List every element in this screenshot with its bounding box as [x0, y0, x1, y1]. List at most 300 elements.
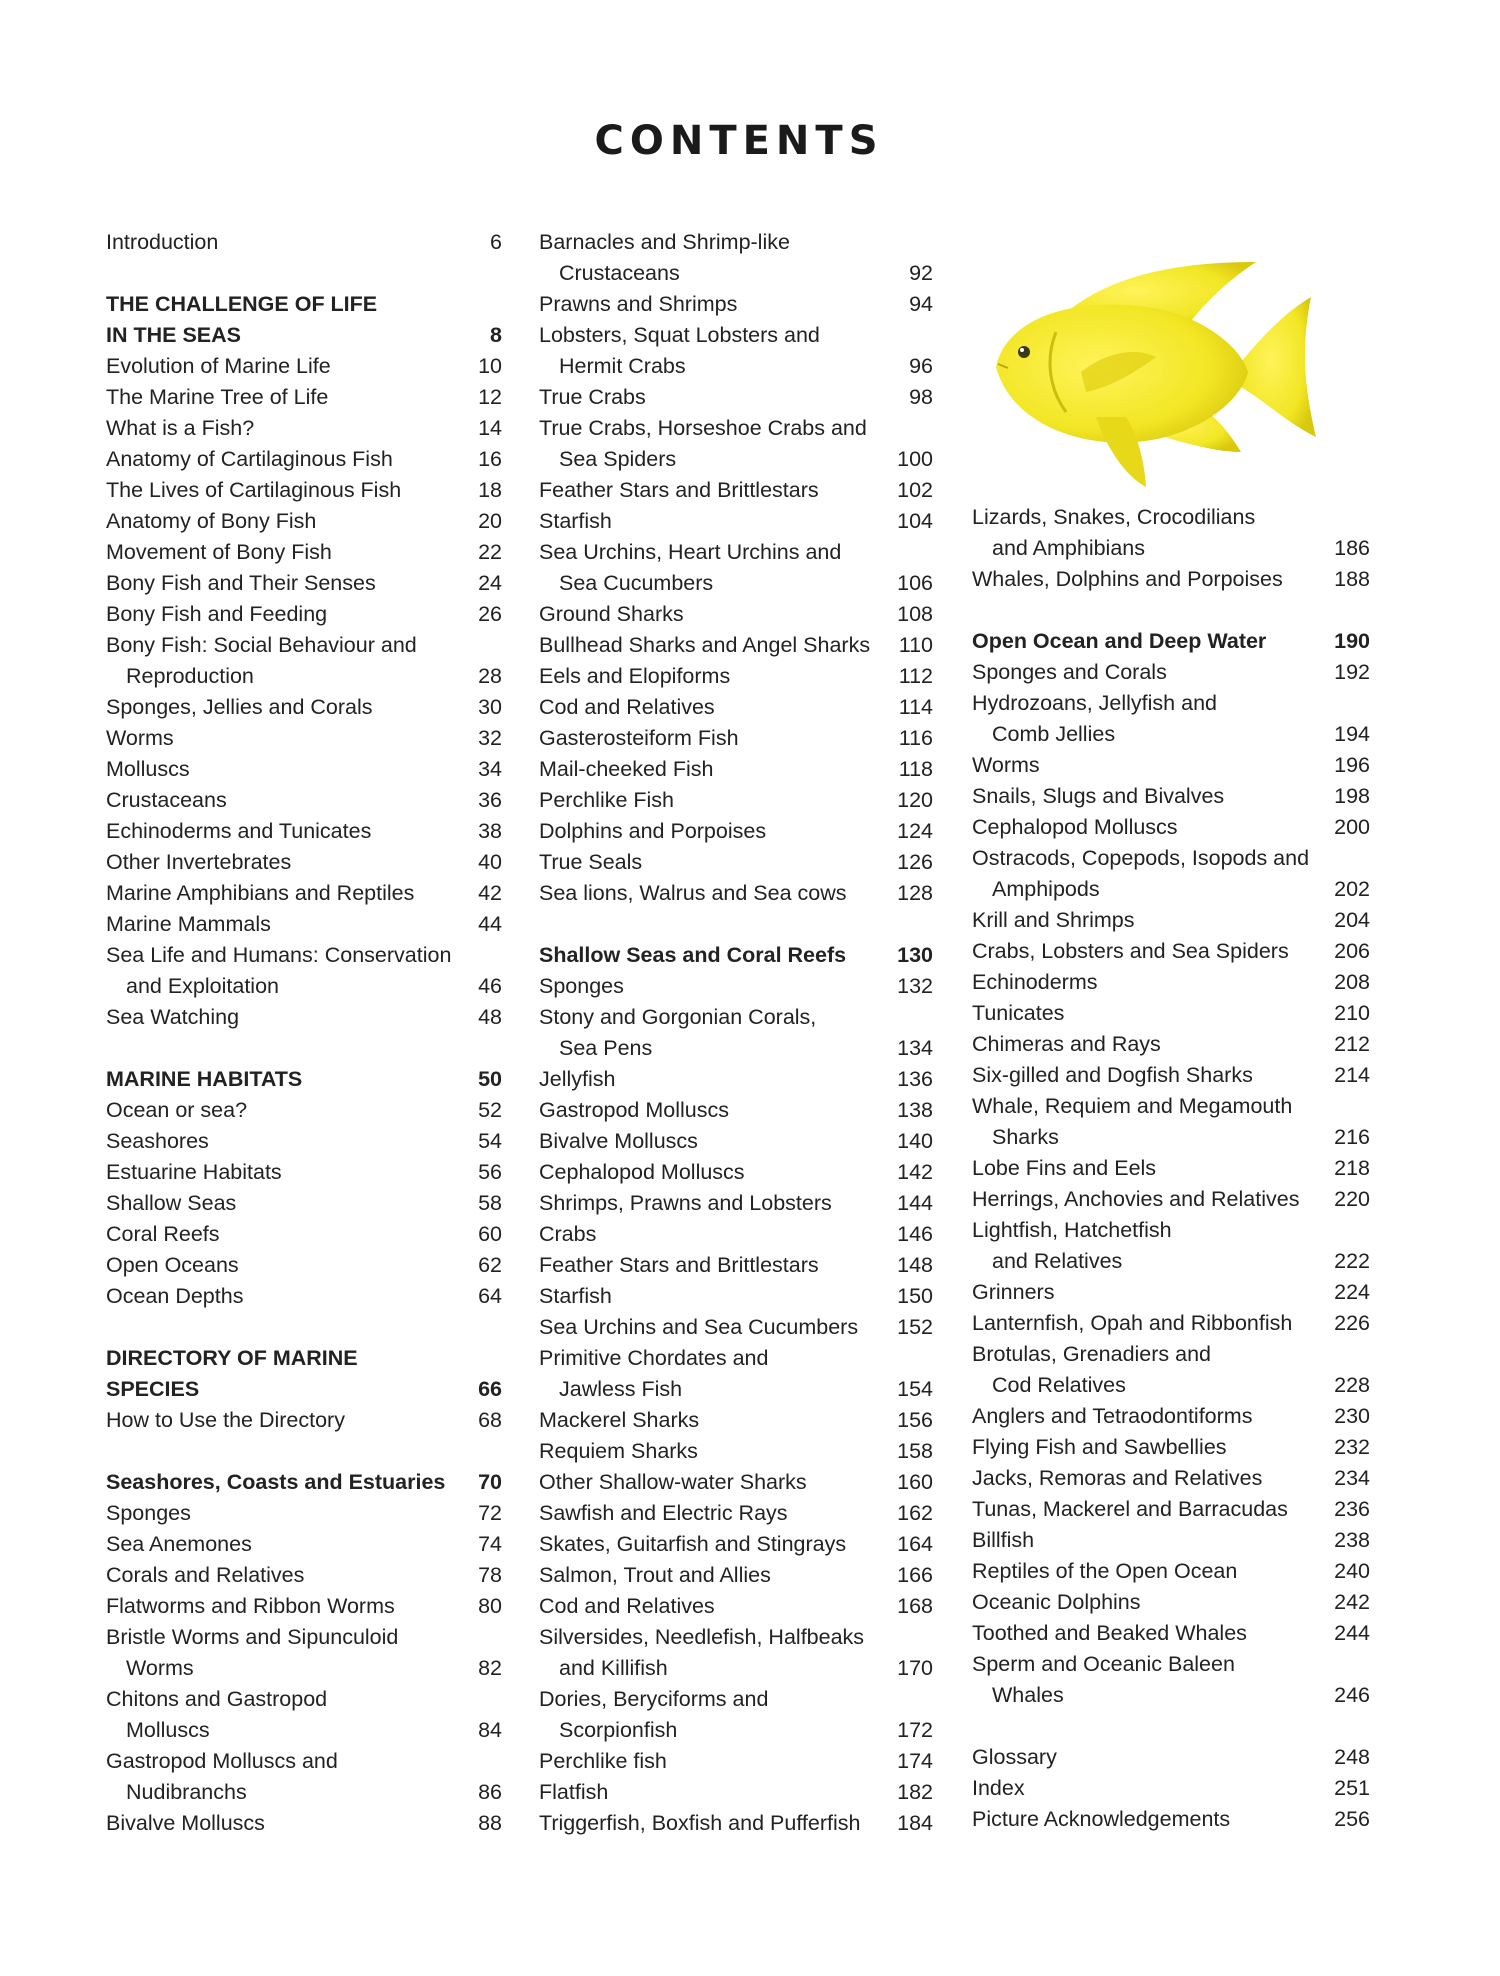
entry-page-number: 92 — [909, 261, 933, 285]
contents-entry — [106, 1405, 502, 1436]
entry-title: Sponges and Corals — [972, 660, 1167, 684]
contents-entry — [972, 1649, 1370, 1711]
entry-title: Ocean or sea? — [106, 1098, 248, 1122]
entry-title: Starfish — [539, 1284, 612, 1308]
contents-entry — [106, 847, 502, 878]
entry-title: Sponges, Jellies and Corals — [106, 695, 373, 719]
entry-title: and Exploitation — [126, 974, 279, 998]
entry-title: Glossary — [972, 1745, 1057, 1769]
contents-entry — [972, 1339, 1370, 1401]
entry-title: Sea Pens — [559, 1036, 653, 1060]
entry-title: Tunicates — [972, 1001, 1065, 1025]
entry-page-number: 98 — [909, 385, 933, 409]
contents-column-1 — [106, 227, 502, 1839]
contents-entry — [106, 568, 502, 599]
entry-title: True Crabs, Horseshoe Crabs and — [539, 416, 867, 440]
entry-page-number: 136 — [897, 1067, 933, 1091]
entry-page-number: 138 — [897, 1098, 933, 1122]
entry-title: and Killifish — [559, 1656, 668, 1680]
contents-entry — [106, 785, 502, 816]
entry-page-number: 152 — [897, 1315, 933, 1339]
entry-page-number: 158 — [897, 1439, 933, 1463]
entry-page-number: 26 — [478, 602, 502, 626]
entry-page-number: 134 — [897, 1036, 933, 1060]
contents-entry — [539, 1808, 933, 1839]
entry-page-number: 234 — [1334, 1466, 1370, 1490]
entry-page-number: 214 — [1334, 1063, 1370, 1087]
entry-title: Sharks — [992, 1125, 1059, 1149]
entry-title: Crustaceans — [559, 261, 680, 285]
entry-title: Ocean Depths — [106, 1284, 244, 1308]
contents-entry — [106, 1591, 502, 1622]
contents-entry — [539, 1312, 933, 1343]
entry-page-number: 232 — [1334, 1435, 1370, 1459]
entry-title: MARINE HABITATS — [106, 1067, 303, 1091]
section-gap — [106, 1033, 502, 1064]
contents-entry — [539, 754, 933, 785]
entry-title: Open Oceans — [106, 1253, 239, 1277]
contents-entry — [106, 754, 502, 785]
entry-page-number: 256 — [1334, 1807, 1370, 1831]
entry-page-number: 42 — [478, 881, 502, 905]
contents-entry — [972, 1401, 1370, 1432]
entry-title: Dolphins and Porpoises — [539, 819, 767, 843]
entry-page-number: 118 — [898, 757, 933, 781]
contents-entry — [972, 657, 1370, 688]
entry-title: Crustaceans — [106, 788, 227, 812]
contents-entry — [539, 1281, 933, 1312]
page-title: CONTENTS — [594, 118, 884, 164]
entry-page-number: 24 — [478, 571, 502, 595]
entry-title: Coral Reefs — [106, 1222, 220, 1246]
entry-page-number: 154 — [897, 1377, 933, 1401]
entry-title: Bivalve Molluscs — [539, 1129, 698, 1153]
contents-entry — [106, 1529, 502, 1560]
entry-page-number: 6 — [490, 230, 502, 254]
entry-page-number: 16 — [478, 447, 502, 471]
entry-page-number: 130 — [897, 943, 933, 967]
entry-page-number: 30 — [478, 695, 502, 719]
contents-entry — [106, 1281, 502, 1312]
entry-title: Sea Cucumbers — [559, 571, 714, 595]
entry-title: Other Invertebrates — [106, 850, 292, 874]
entry-title: Estuarine Habitats — [106, 1160, 282, 1184]
entry-page-number: 220 — [1334, 1187, 1370, 1211]
entry-page-number: 36 — [478, 788, 502, 812]
contents-entry — [972, 1773, 1370, 1804]
entry-title: Dories, Beryciforms and — [539, 1687, 769, 1711]
contents-entry — [972, 1277, 1370, 1308]
entry-page-number: 102 — [897, 478, 933, 502]
entry-title: Corals and Relatives — [106, 1563, 305, 1587]
contents-entry — [106, 537, 502, 568]
entry-page-number: 56 — [478, 1160, 502, 1184]
entry-page-number: 162 — [897, 1501, 933, 1525]
entry-page-number: 58 — [478, 1191, 502, 1215]
entry-title: Snails, Slugs and Bivalves — [972, 784, 1225, 808]
entry-title: Scorpionfish — [559, 1718, 678, 1742]
entry-page-number: 54 — [478, 1129, 502, 1153]
entry-page-number: 46 — [478, 974, 502, 998]
entry-title: What is a Fish? — [106, 416, 255, 440]
contents-section-heading — [106, 1343, 502, 1405]
entry-page-number: 124 — [897, 819, 933, 843]
entry-title: Perchlike Fish — [539, 788, 675, 812]
contents-entry — [539, 1002, 933, 1064]
entry-page-number: 104 — [897, 509, 933, 533]
entry-title: Skates, Guitarfish and Stingrays — [539, 1532, 847, 1556]
entry-title: Anatomy of Bony Fish — [106, 509, 317, 533]
contents-entry — [539, 227, 933, 289]
contents-entry — [972, 1029, 1370, 1060]
contents-entry — [539, 1064, 933, 1095]
entry-title: Gasterosteiform Fish — [539, 726, 739, 750]
entry-page-number: 10 — [478, 354, 502, 378]
section-gap — [106, 1436, 502, 1467]
entry-title: and Amphibians — [992, 536, 1145, 560]
entry-page-number: 14 — [478, 416, 502, 440]
contents-entry — [106, 1095, 502, 1126]
entry-page-number: 88 — [478, 1811, 502, 1835]
entry-page-number: 210 — [1334, 1001, 1370, 1025]
entry-title: Molluscs — [126, 1718, 210, 1742]
entry-title: Krill and Shrimps — [972, 908, 1135, 932]
entry-page-number: 128 — [897, 881, 933, 905]
entry-page-number: 32 — [478, 726, 502, 750]
entry-title: DIRECTORY OF MARINE — [106, 1346, 358, 1370]
entry-page-number: 196 — [1334, 753, 1370, 777]
contents-entry — [972, 1587, 1370, 1618]
contents-entry — [972, 1525, 1370, 1556]
section-gap — [106, 1312, 502, 1343]
contents-entry — [972, 688, 1370, 750]
entry-page-number: 251 — [1334, 1776, 1370, 1800]
entry-page-number: 184 — [897, 1811, 933, 1835]
entry-page-number: 222 — [1334, 1249, 1370, 1273]
entry-title: Flatworms and Ribbon Worms — [106, 1594, 395, 1618]
entry-title: Brotulas, Grenadiers and — [972, 1342, 1212, 1366]
entry-page-number: 182 — [897, 1780, 933, 1804]
entry-page-number: 156 — [897, 1408, 933, 1432]
entry-title: Starfish — [539, 509, 612, 533]
contents-entry — [539, 785, 933, 816]
entry-title: Sea Spiders — [559, 447, 677, 471]
entry-title: Lobe Fins and Eels — [972, 1156, 1157, 1180]
contents-section-heading — [972, 626, 1370, 657]
entry-title: Gastropod Molluscs — [539, 1098, 729, 1122]
entry-page-number: 44 — [478, 912, 502, 936]
entry-page-number: 148 — [897, 1253, 933, 1277]
contents-entry — [539, 630, 933, 661]
entry-page-number: 38 — [478, 819, 502, 843]
contents-entry — [539, 1188, 933, 1219]
entry-page-number: 150 — [897, 1284, 933, 1308]
entry-title: Echinoderms and Tunicates — [106, 819, 372, 843]
entry-page-number: 84 — [478, 1718, 502, 1742]
contents-entry — [539, 723, 933, 754]
contents-entry — [972, 1432, 1370, 1463]
contents-entry — [106, 475, 502, 506]
entry-page-number: 238 — [1334, 1528, 1370, 1552]
entry-title: Introduction — [106, 230, 219, 254]
entry-title: Toothed and Beaked Whales — [972, 1621, 1247, 1645]
fish-eye — [1018, 346, 1030, 358]
entry-page-number: 96 — [909, 354, 933, 378]
contents-entry — [972, 1618, 1370, 1649]
entry-title: Mail-cheeked Fish — [539, 757, 714, 781]
contents-entry — [972, 843, 1370, 905]
entry-title: Crabs — [539, 1222, 597, 1246]
entry-page-number: 120 — [897, 788, 933, 812]
entry-page-number: 146 — [897, 1222, 933, 1246]
contents-entry — [106, 1002, 502, 1033]
entry-title: Requiem Sharks — [539, 1439, 698, 1463]
contents-entry — [539, 1684, 933, 1746]
contents-entry — [539, 413, 933, 475]
section-gap — [972, 1711, 1370, 1742]
entry-title: Whales — [992, 1683, 1064, 1707]
contents-entry — [539, 1746, 933, 1777]
entry-title: Lizards, Snakes, Crocodilians — [972, 505, 1256, 529]
contents-entry — [539, 1498, 933, 1529]
contents-section-heading — [106, 1064, 502, 1095]
entry-page-number: 204 — [1334, 908, 1370, 932]
entry-title: Molluscs — [106, 757, 190, 781]
contents-entry — [539, 878, 933, 909]
entry-page-number: 72 — [478, 1501, 502, 1525]
entry-title: Feather Stars and Brittlestars — [539, 1253, 819, 1277]
entry-title: Sea Urchins, Heart Urchins and — [539, 540, 842, 564]
entry-title: Ground Sharks — [539, 602, 684, 626]
entry-page-number: 28 — [478, 664, 502, 688]
entry-title: Grinners — [972, 1280, 1055, 1304]
contents-entry — [539, 1777, 933, 1808]
contents-entry — [106, 878, 502, 909]
entry-title: Perchlike fish — [539, 1749, 667, 1773]
entry-page-number: 140 — [897, 1129, 933, 1153]
entry-page-number: 116 — [898, 726, 933, 750]
entry-page-number: 52 — [478, 1098, 502, 1122]
entry-title: Stony and Gorgonian Corals, — [539, 1005, 817, 1029]
contents-entry — [539, 1219, 933, 1250]
contents-section-heading — [106, 1467, 502, 1498]
entry-page-number: 206 — [1334, 939, 1370, 963]
contents-entry — [106, 723, 502, 754]
entry-title: Sponges — [539, 974, 624, 998]
entry-title: Movement of Bony Fish — [106, 540, 332, 564]
contents-entry — [106, 351, 502, 382]
entry-page-number: 110 — [898, 633, 933, 657]
contents-entry — [539, 1343, 933, 1405]
contents-entry — [106, 1808, 502, 1839]
entry-page-number: 18 — [478, 478, 502, 502]
entry-title: Evolution of Marine Life — [106, 354, 331, 378]
entry-page-number: 246 — [1334, 1683, 1370, 1707]
entry-page-number: 40 — [478, 850, 502, 874]
contents-entry — [972, 998, 1370, 1029]
entry-title: Shallow Seas and Coral Reefs — [539, 943, 847, 967]
entry-title: Bivalve Molluscs — [106, 1811, 265, 1835]
entry-title: Seashores, Coasts and Estuaries — [106, 1470, 446, 1494]
contents-entry — [539, 1622, 933, 1684]
entry-title: Comb Jellies — [992, 722, 1116, 746]
entry-title: Oceanic Dolphins — [972, 1590, 1141, 1614]
entry-page-number: 20 — [478, 509, 502, 533]
contents-entry — [539, 816, 933, 847]
fish-tail-fin — [1241, 297, 1316, 437]
entry-title: Amphipods — [992, 877, 1100, 901]
entry-title: Silversides, Needlefish, Halfbeaks — [539, 1625, 865, 1649]
entry-title: Sea lions, Walrus and Sea cows — [539, 881, 847, 905]
entry-title: Jellyfish — [539, 1067, 616, 1091]
entry-page-number: 194 — [1334, 722, 1370, 746]
entry-title: Other Shallow-water Sharks — [539, 1470, 807, 1494]
entry-title: Billfish — [972, 1528, 1035, 1552]
contents-entry — [106, 1622, 502, 1684]
contents-entry — [972, 1153, 1370, 1184]
entry-title: Herrings, Anchovies and Relatives — [972, 1187, 1300, 1211]
entry-page-number: 244 — [1334, 1621, 1370, 1645]
entry-page-number: 8 — [490, 323, 502, 347]
entry-title: Lanternfish, Opah and Ribbonfish — [972, 1311, 1293, 1335]
contents-entry — [106, 1157, 502, 1188]
entry-title: Sponges — [106, 1501, 191, 1525]
entry-page-number: 60 — [478, 1222, 502, 1246]
contents-entry — [539, 1157, 933, 1188]
entry-title: Salmon, Trout and Allies — [539, 1563, 771, 1587]
entry-title: Picture Acknowledgements — [972, 1807, 1231, 1831]
entry-title: The Marine Tree of Life — [106, 385, 329, 409]
entry-page-number: 174 — [897, 1749, 933, 1773]
contents-entry — [539, 1436, 933, 1467]
section-gap — [972, 595, 1370, 626]
entry-page-number: 168 — [897, 1594, 933, 1618]
contents-column-2 — [539, 227, 933, 1839]
entry-page-number: 126 — [897, 850, 933, 874]
contents-entry — [539, 692, 933, 723]
entry-title: Shallow Seas — [106, 1191, 237, 1215]
section-gap — [106, 258, 502, 289]
entry-page-number: 132 — [897, 974, 933, 998]
entry-page-number: 86 — [478, 1780, 502, 1804]
entry-title: Jawless Fish — [559, 1377, 683, 1401]
contents-entry — [539, 1467, 933, 1498]
entry-title: Bony Fish: Social Behaviour and — [106, 633, 417, 657]
entry-title: Chitons and Gastropod — [106, 1687, 328, 1711]
entry-page-number: 142 — [897, 1160, 933, 1184]
entry-page-number: 48 — [478, 1005, 502, 1029]
entry-title: Sawfish and Electric Rays — [539, 1501, 788, 1525]
entry-title: Flying Fish and Sawbellies — [972, 1435, 1227, 1459]
entry-page-number: 208 — [1334, 970, 1370, 994]
entry-title: Open Ocean and Deep Water — [972, 629, 1267, 653]
entry-title: Whales, Dolphins and Porpoises — [972, 567, 1283, 591]
entry-title: Ostracods, Copepods, Isopods and — [972, 846, 1310, 870]
entry-page-number: 108 — [897, 602, 933, 626]
entry-title: Worms — [972, 753, 1040, 777]
entry-title: Cod and Relatives — [539, 1594, 715, 1618]
entry-title: Index — [972, 1776, 1025, 1800]
contents-entry — [972, 1184, 1370, 1215]
entry-page-number: 82 — [478, 1656, 502, 1680]
contents-entry — [539, 1095, 933, 1126]
entry-title: Marine Amphibians and Reptiles — [106, 881, 415, 905]
contents-entry — [106, 382, 502, 413]
entry-page-number: 188 — [1334, 567, 1370, 591]
entry-page-number: 112 — [898, 664, 933, 688]
entry-page-number: 80 — [478, 1594, 502, 1618]
contents-entry — [106, 227, 502, 258]
entry-title: Marine Mammals — [106, 912, 271, 936]
entry-title: THE CHALLENGE OF LIFE — [106, 292, 378, 316]
entry-page-number: 100 — [897, 447, 933, 471]
entry-page-number: 212 — [1334, 1032, 1370, 1056]
entry-title: Reptiles of the Open Ocean — [972, 1559, 1238, 1583]
entry-title: Jacks, Remoras and Relatives — [972, 1466, 1263, 1490]
entry-title: Worms — [126, 1656, 194, 1680]
entry-page-number: 94 — [909, 292, 933, 316]
entry-page-number: 198 — [1334, 784, 1370, 808]
entry-title: Crabs, Lobsters and Sea Spiders — [972, 939, 1289, 963]
contents-entry — [106, 816, 502, 847]
contents-entry — [106, 1684, 502, 1746]
contents-entry — [539, 320, 933, 382]
entry-page-number: 12 — [478, 385, 502, 409]
entry-page-number: 172 — [897, 1718, 933, 1742]
entry-page-number: 34 — [478, 757, 502, 781]
entry-page-number: 186 — [1334, 536, 1370, 560]
entry-page-number: 70 — [478, 1470, 502, 1494]
entry-page-number: 216 — [1334, 1125, 1370, 1149]
entry-page-number: 74 — [478, 1532, 502, 1556]
entry-title: SPECIES — [106, 1377, 200, 1401]
entry-title: Lightfish, Hatchetfish — [972, 1218, 1172, 1242]
contents-entry — [539, 847, 933, 878]
entry-title: How to Use the Directory — [106, 1408, 345, 1432]
entry-title: Cephalopod Molluscs — [972, 815, 1178, 839]
entry-page-number: 224 — [1334, 1280, 1370, 1304]
contents-entry — [539, 1126, 933, 1157]
contents-column-3 — [972, 502, 1370, 1835]
entry-title: Sea Urchins and Sea Cucumbers — [539, 1315, 859, 1339]
entry-page-number: 106 — [897, 571, 933, 595]
entry-title: True Crabs — [539, 385, 646, 409]
entry-title: Prawns and Shrimps — [539, 292, 738, 316]
contents-entry — [106, 1250, 502, 1281]
entry-page-number: 240 — [1334, 1559, 1370, 1583]
entry-title: Gastropod Molluscs and — [106, 1749, 338, 1773]
entry-page-number: 78 — [478, 1563, 502, 1587]
contents-entry — [106, 1746, 502, 1808]
entry-page-number: 22 — [478, 540, 502, 564]
entry-page-number: 68 — [478, 1408, 502, 1432]
contents-entry — [106, 940, 502, 1002]
contents-entry — [972, 1463, 1370, 1494]
entry-title: Cod Relatives — [992, 1373, 1126, 1397]
entry-page-number: 170 — [897, 1656, 933, 1680]
entry-title: and Relatives — [992, 1249, 1123, 1273]
contents-entry — [539, 537, 933, 599]
entry-title: Sea Anemones — [106, 1532, 252, 1556]
entry-title: Whale, Requiem and Megamouth — [972, 1094, 1293, 1118]
entry-title: Primitive Chordates and — [539, 1346, 769, 1370]
entry-title: Six-gilled and Dogfish Sharks — [972, 1063, 1253, 1087]
contents-entry — [972, 905, 1370, 936]
contents-entry — [106, 599, 502, 630]
entry-page-number: 230 — [1334, 1404, 1370, 1428]
entry-page-number: 242 — [1334, 1590, 1370, 1614]
entry-page-number: 190 — [1334, 629, 1370, 653]
